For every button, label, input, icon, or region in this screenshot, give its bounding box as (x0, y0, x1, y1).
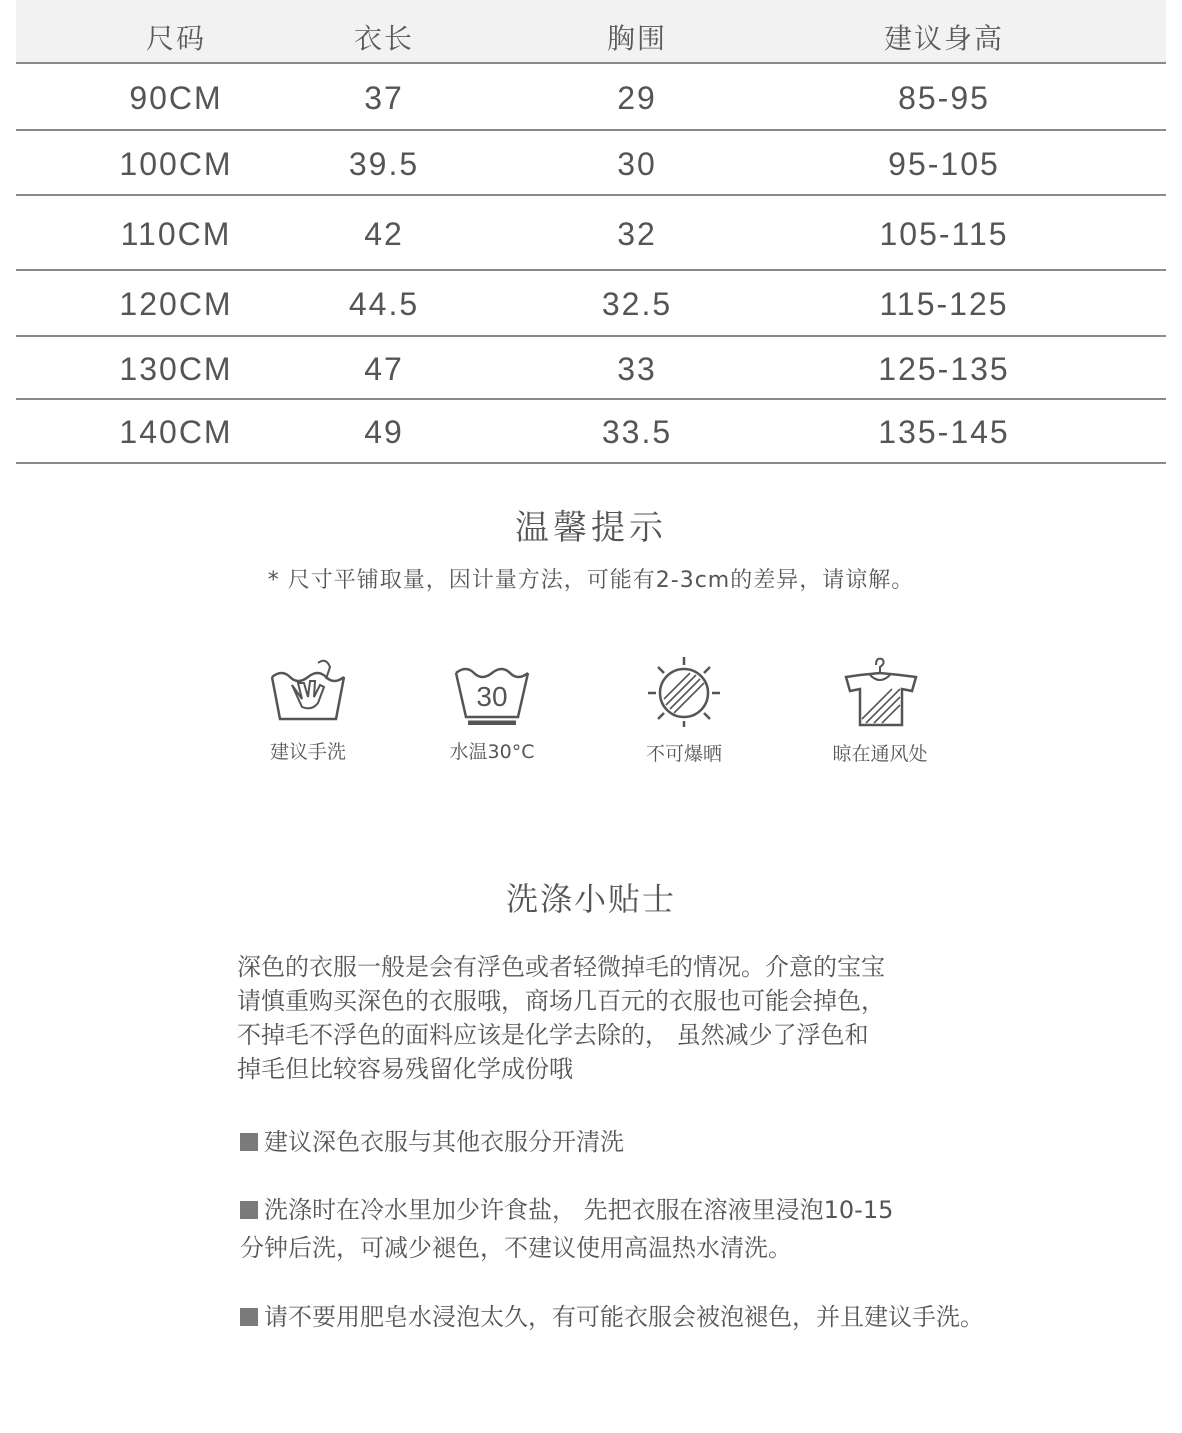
header-chest: 胸围 (606, 22, 668, 55)
care-item-hand-wash (218, 655, 398, 764)
size-cell: 100CM (119, 145, 233, 182)
wash-paragraph (237, 950, 1137, 1086)
wash-tip-text: 分钟后洗，可减少褪色，不建议使用高温热水清洗。 (240, 1234, 792, 1262)
height-cell: 95-105 (888, 145, 1000, 182)
length-cell: 44.5 (348, 286, 420, 322)
no-sun-icon (644, 655, 724, 727)
table-row (16, 337, 1166, 400)
hang-dry-icon (840, 655, 920, 727)
care-label: 不可爆晒 (645, 743, 722, 765)
length-cell: 47 (364, 350, 404, 387)
height-cell: 85-95 (898, 79, 990, 116)
wash-tip-3 (240, 1298, 984, 1336)
height-cell: 135-145 (878, 414, 1010, 450)
wash-tip-text: 请不要用肥皂水浸泡太久，有可能衣服会被泡褪色，并且建议手洗。 (264, 1303, 984, 1331)
header-length: 衣长 (353, 22, 415, 55)
wash-paragraph-line: 请慎重购买深色的衣服哦，商场几百元的衣服也可能会掉色， (237, 987, 885, 1015)
chest-cell: 32.5 (601, 286, 673, 322)
care-label: 水温30°C (449, 741, 535, 763)
chest-cell: 32 (617, 215, 657, 252)
table-row (16, 64, 1166, 131)
length-cell: 37 (364, 79, 404, 116)
care-label: 建议手洗 (269, 741, 346, 763)
tips-title: 温馨提示 (515, 508, 667, 548)
size-cell: 130CM (119, 350, 233, 387)
chest-cell: 30 (617, 145, 657, 182)
height-cell: 105-115 (879, 215, 1009, 252)
bullet-square-icon (240, 1308, 258, 1326)
header-height: 建议身高 (883, 22, 1005, 55)
wash-tip-text: 洗涤时在冷水里加少许食盐， 先把衣服在溶液里浸泡10-15 (264, 1196, 894, 1224)
table-row (16, 400, 1166, 464)
chest-cell: 33.5 (601, 414, 673, 450)
size-cell: 140CM (119, 414, 233, 450)
wash-paragraph-line: 掉毛但比较容易残留化学成份哦 (237, 1055, 573, 1083)
tips-note: * 尺寸平铺取量，因计量方法，可能有2-3cm的差异，请谅解。 (267, 568, 915, 593)
length-cell: 42 (364, 215, 404, 252)
wash-tip-1 (240, 1123, 624, 1161)
size-cell: 120CM (119, 286, 233, 322)
care-label: 晾在通风处 (832, 743, 928, 765)
length-cell: 49 (364, 414, 404, 450)
wash-paragraph-line: 不掉毛不浮色的面料应该是化学去除的， 虽然减少了浮色和 (237, 1021, 869, 1049)
height-cell: 115-125 (879, 286, 1009, 322)
size-table-header (16, 0, 1166, 64)
chest-cell: 29 (617, 79, 657, 116)
water-temp-30-icon (452, 655, 532, 725)
wash-title: 洗涤小贴士 (505, 880, 676, 918)
size-cell: 110CM (120, 215, 232, 252)
table-row (16, 131, 1166, 196)
care-item-hang-dry (790, 655, 970, 766)
care-item-no-sun (594, 655, 774, 766)
hand-wash-icon (268, 655, 348, 725)
wash-paragraph-line: 深色的衣服一般是会有浮色或者轻微掉毛的情况。介意的宝宝 (237, 953, 885, 981)
table-row (16, 271, 1166, 337)
size-cell: 90CM (129, 79, 223, 116)
height-cell: 125-135 (878, 350, 1010, 387)
care-item-water-temp (402, 655, 582, 764)
care-instructions (0, 655, 1182, 785)
bullet-square-icon (240, 1133, 258, 1151)
header-size: 尺码 (145, 22, 207, 55)
water-temp-30-text: 30 (476, 681, 508, 712)
table-row (16, 196, 1166, 271)
bullet-square-icon (240, 1201, 258, 1219)
wash-tip-2 (240, 1191, 893, 1267)
size-table (16, 0, 1166, 464)
chest-cell: 33 (617, 350, 657, 387)
wash-tip-text: 建议深色衣服与其他衣服分开清洗 (264, 1128, 624, 1156)
length-cell: 39.5 (348, 145, 420, 182)
